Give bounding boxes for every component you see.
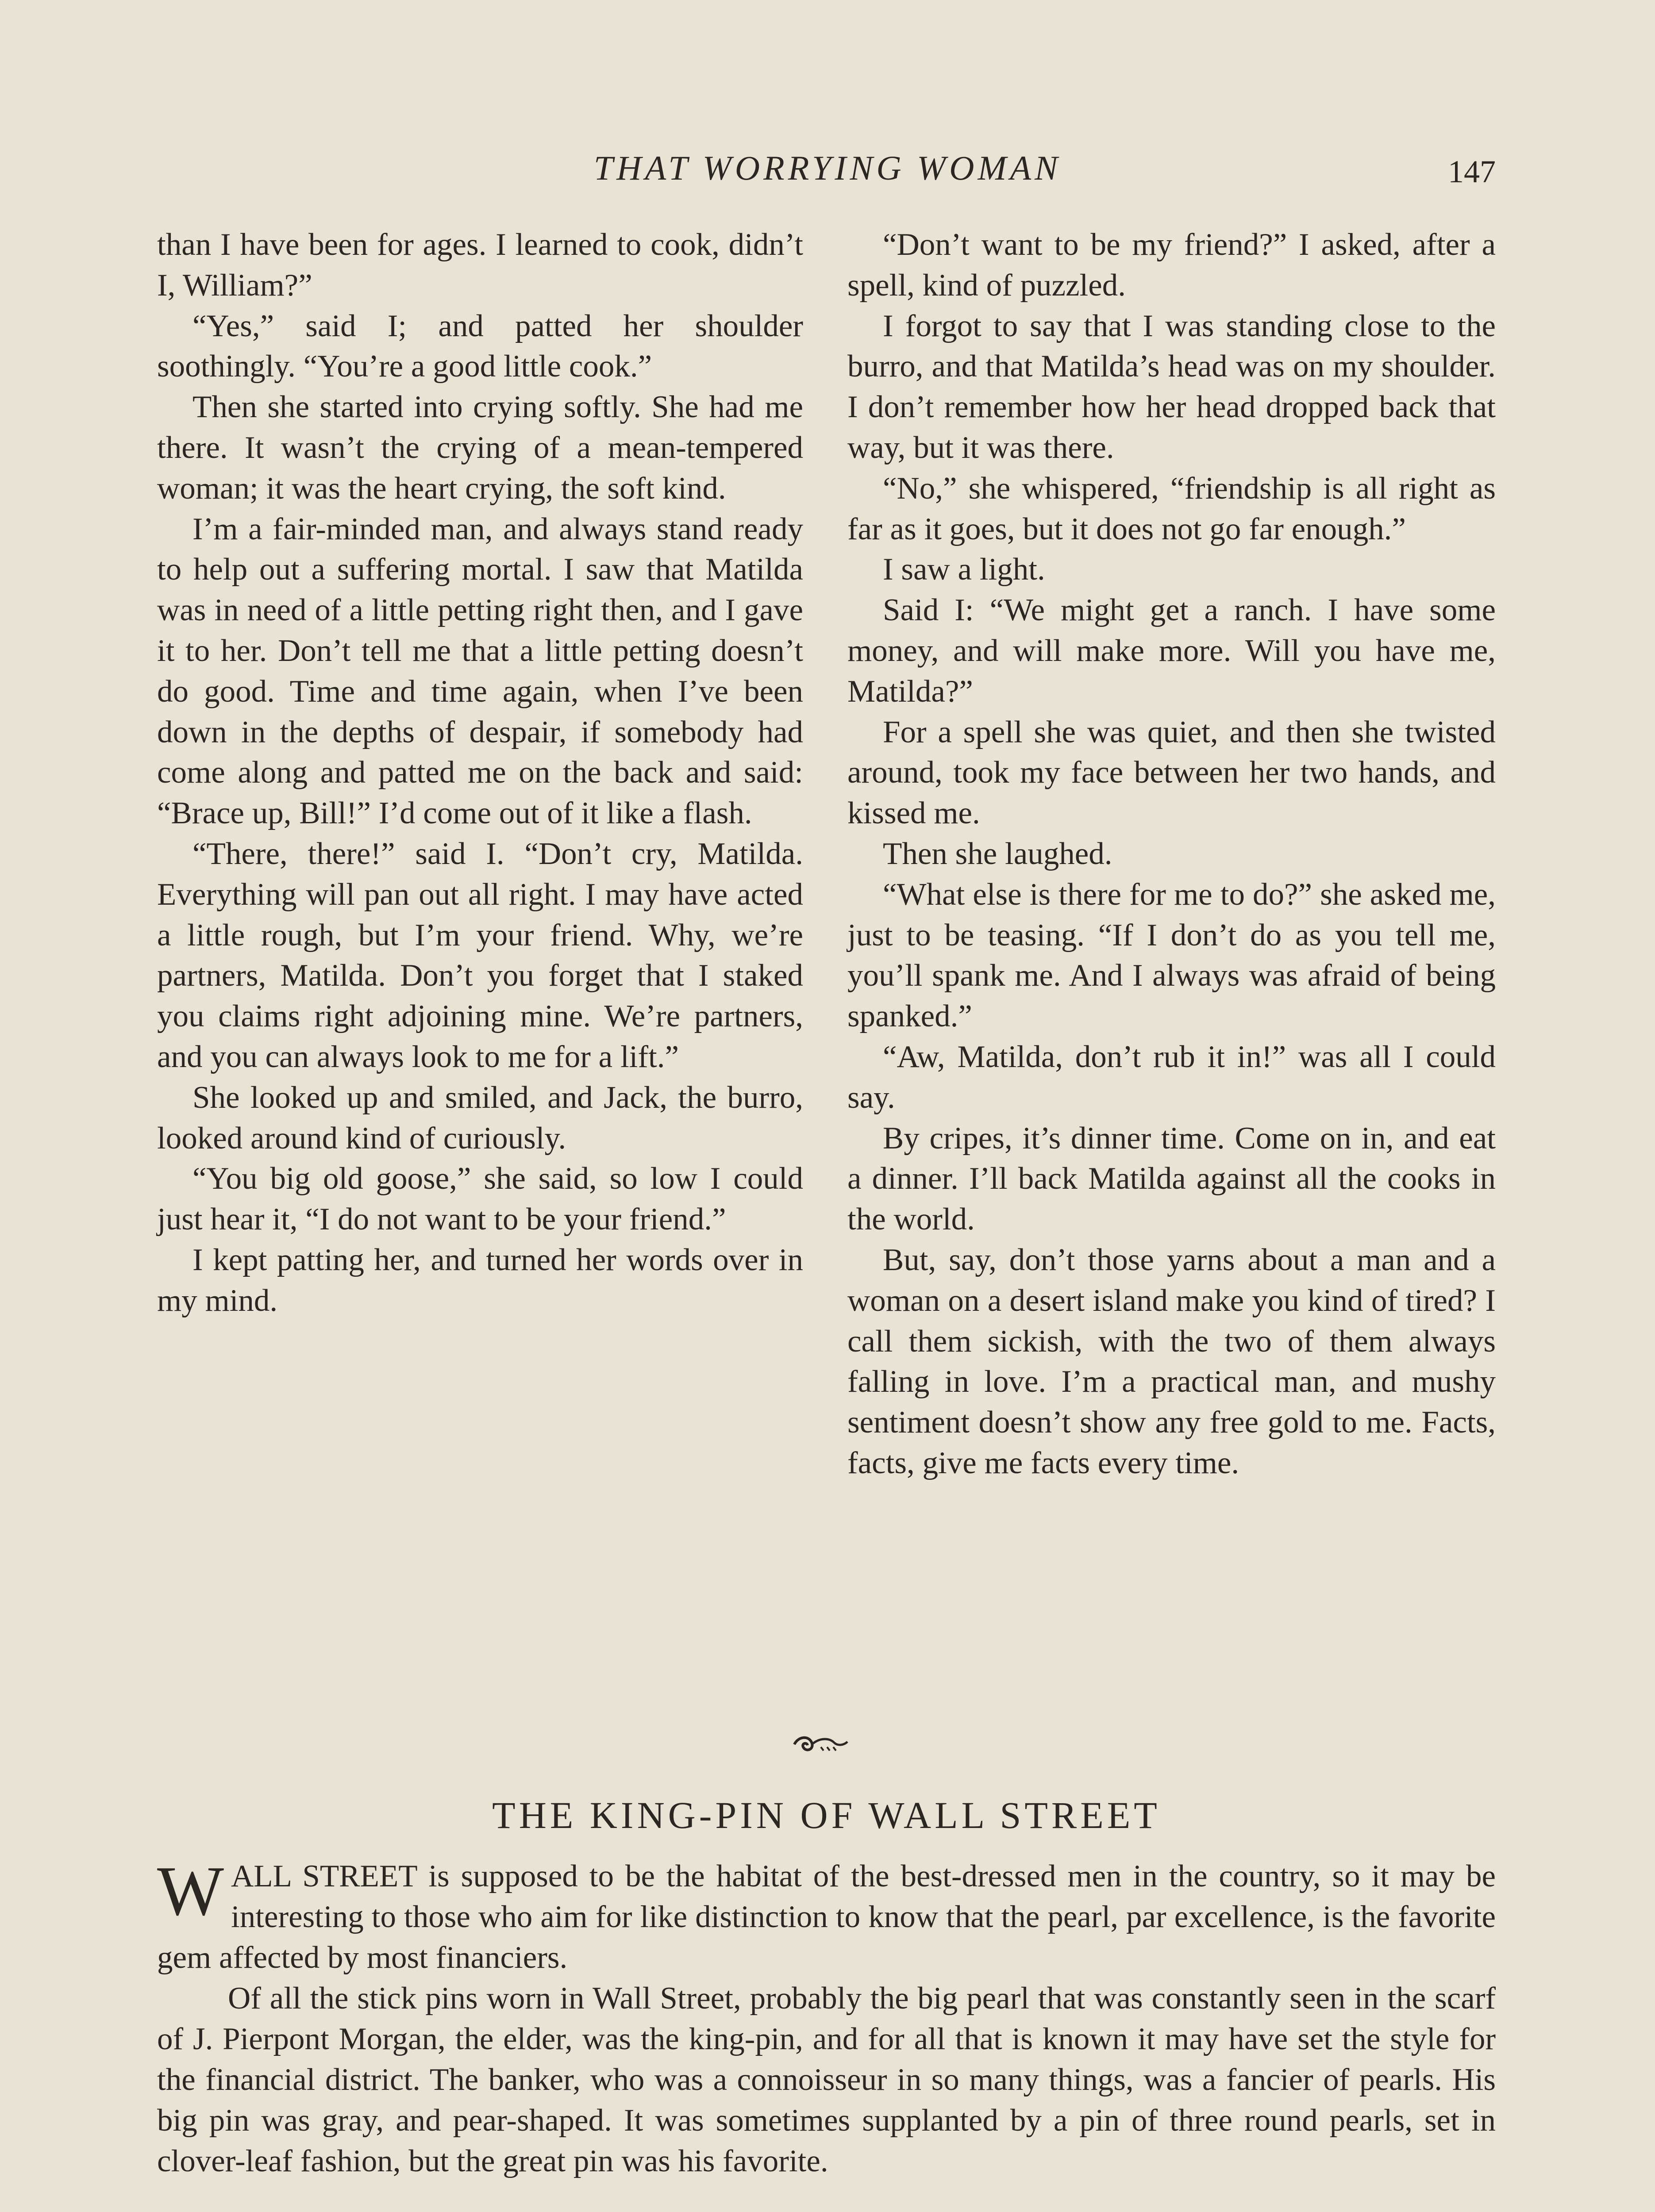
- paragraph: I’m a fair-minded man, and always stand ready to help out a suffering mortal. I saw that Matilda was in need of a little petting right then, and I gave it to her. Don’t tell me that a little petting doesn’t do good. Time and time again, when I’ve been down in the depths of despair, if somebody had come along and patted me on the back and said: “Brace up, Bill!” I’d come out of it like a flash.: [157, 511, 803, 831]
- left-column: [157, 225, 803, 1321]
- article-body: [157, 1851, 1496, 2181]
- paragraph: “Aw, Matilda, don’t rub it in!” was all I could say.: [847, 1039, 1496, 1115]
- paragraph: But, say, don’t those yarns about a man and a woman on a desert island make you kind of tired? I call them sickish, with the two of them always falling in love. I’m a practical man, and mushy sentiment doesn’t show any free gold to me. Facts, facts, give me facts every time.: [847, 1242, 1496, 1480]
- ornament-icon: [790, 1728, 852, 1759]
- right-column: [847, 225, 1496, 1484]
- paragraph: She looked up and smiled, and Jack, the burro, looked around kind of curiously.: [157, 1080, 803, 1156]
- article-paragraph: Of all the stick pins worn in Wall Street, probably the big pearl that was constantly seen in the scarf of J. Pierpont Morgan, the elder, was the king-pin, and for all that is known it may have set the style for the financial district. The banker, who was a connoisseur in so many things, was a fancier of pearls. His big pin was gray, and pear-shaped. It was sometimes supplanted by a pin of three round pearls, set in clover-leaf fashion, but the great pin was his favorite.: [157, 1981, 1496, 2178]
- paragraph: For a spell she was quiet, and then she twisted around, took my face between her two hands, and kissed me.: [847, 714, 1496, 831]
- drop-cap: W: [157, 1851, 224, 1930]
- paragraph: I saw a light.: [883, 552, 1045, 587]
- paragraph: “You big old goose,” she said, so low I could just hear it, “I do not want to be your friend.”: [157, 1161, 803, 1237]
- article-title: THE KING-PIN OF WALL STREET: [492, 1794, 1161, 1836]
- paragraph: Then she started into crying softly. She had me there. It wasn’t the crying of a mean-tempered woman; it was the heart crying, the soft kind.: [157, 390, 803, 506]
- article-paragraph: [157, 1851, 1496, 1978]
- paragraph: “Yes,” said I; and patted her shoulder soothingly. “You’re a good little cook.”: [157, 308, 803, 384]
- article-paragraph-text: ALL STREET is supposed to be the habitat of the best-dressed men in the country, so it may be interesting to those who aim for like distinction to know that the pearl, par excellence, is the favorite gem affected by most financiers.: [157, 1859, 1496, 1975]
- paragraph: Then she laughed.: [883, 836, 1112, 871]
- page-number: 147: [1448, 154, 1496, 189]
- paragraph: Said I: “We might get a ranch. I have some money, and will make more. Will you have me, Matilda?”: [847, 593, 1496, 709]
- paragraph: By cripes, it’s dinner time. Come on in, and eat a dinner. I’ll back Matilda against all the cooks in the world.: [847, 1121, 1496, 1237]
- paragraph: I kept patting her, and turned her words over in my mind.: [157, 1242, 803, 1318]
- paragraph: I forgot to say that I was standing close to the burro, and that Matilda’s head was on my shoulder. I don’t remember how her head dropped back that way, but it was there.: [847, 308, 1496, 465]
- paragraph: “What else is there for me to do?” she asked me, just to be teasing. “If I don’t do as you tell me, you’ll spank me. And I always was afraid of being spanked.”: [847, 877, 1496, 1034]
- paragraph: than I have been for ages. I learned to cook, didn’t I, William?”: [157, 227, 803, 303]
- running-title: THAT WORRYING WOMAN: [593, 149, 1062, 187]
- paragraph: “Don’t want to be my friend?” I asked, after a spell, kind of puzzled.: [847, 227, 1496, 303]
- paragraph: “There, there!” said I. “Don’t cry, Matilda. Everything will pan out all right. I may have acted a little rough, but I’m your friend. Why, we’re partners, Matilda. Don’t you forget that I staked you claims right adjoining mine. We’re partners, and you can always look to me for a lift.”: [157, 836, 803, 1074]
- paragraph: “No,” she whispered, “friendship is all right as far as it goes, but it does not go far enough.”: [847, 471, 1496, 546]
